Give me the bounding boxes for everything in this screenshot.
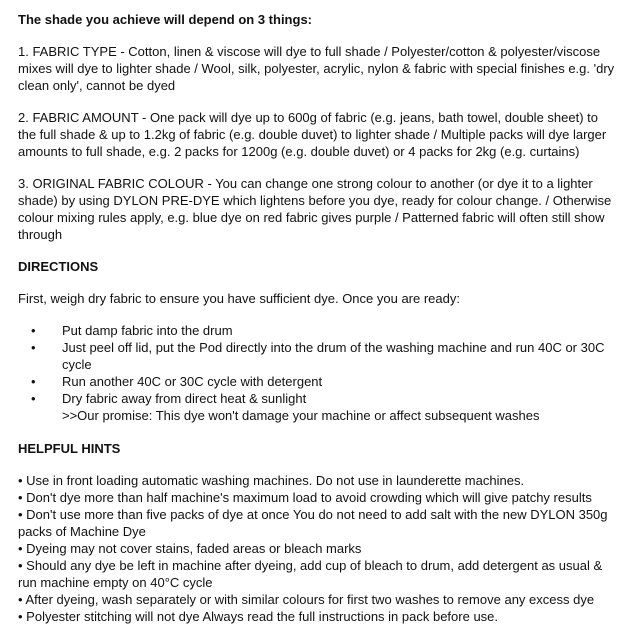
bullet-icon: • — [31, 340, 36, 355]
hints-list — [18, 472, 616, 625]
bullet-icon: • — [31, 374, 36, 389]
promise-text: >>Our promise: This dye won't damage your machine or affect subsequent washes — [62, 408, 540, 423]
shade-heading: The shade you achieve will depend on 3 things: — [18, 12, 312, 27]
directions-heading: DIRECTIONS — [18, 259, 99, 274]
list-item: • Just peel off lid, put the Pod directly into the drum of the washing machine and run 40C or 30C cycle — [31, 340, 605, 372]
list-item: • Polyester stitching will not dye Always read the full instructions in pack before use. — [18, 609, 499, 624]
factor-fabric-amount: 2. FABRIC AMOUNT - One pack will dye up to 600g of fabric (e.g. jeans, bath towel, double sheet) to the full shade & up to 1.2kg of fabric (e.g. double duvet) to lighter shade / Multiple packs will dye larger amounts to full shade, e.g. 2 packs for 1200g (e.g. double duvet) or 4 packs for 2kg (e.g. curtains) — [18, 110, 607, 159]
product-description — [18, 11, 616, 625]
list-item: • Don't use more than five packs of dye at once You do not need to add salt with the new DYLON 350g packs of Machine Dye — [18, 507, 608, 539]
list-item: • Don't dye more than half machine's maximum load to avoid crowding which will give patchy results — [18, 490, 592, 505]
directions-intro: First, weigh dry fabric to ensure you have sufficient dye. Once you are ready: — [18, 291, 460, 306]
list-item: • Dry fabric away from direct heat & sunlight — [31, 391, 307, 406]
list-item: • Use in front loading automatic washing machines. Do not use in launderette machines. — [18, 473, 525, 488]
list-item: • After dyeing, wash separately or with similar colours for first two washes to remove any excess dye — [18, 592, 595, 607]
bullet-icon: • — [31, 391, 36, 406]
bullet-icon: • — [31, 323, 36, 338]
hints-heading: HELPFUL HINTS — [18, 441, 121, 456]
list-item: • Dyeing may not cover stains, faded areas or bleach marks — [18, 541, 362, 556]
factor-original-colour: 3. ORIGINAL FABRIC COLOUR - You can change one strong colour to another (or dye it to a lighter shade) by using DYLON PRE-DYE which lightens before you dye, ready for colour change. / Otherwise colour mixing rules apply, e.g. blue dye on red fabric gives purple / Patterned fabric will often still show through — [18, 176, 612, 242]
directions-steps — [18, 322, 616, 407]
list-item: • Should any dye be left in machine after dyeing, add cup of bleach to drum, add detergent as usual & run machine empty on 40°C cycle — [18, 558, 603, 590]
list-item: • Run another 40C or 30C cycle with detergent — [31, 374, 323, 389]
list-item: • Put damp fabric into the drum — [31, 323, 233, 338]
factor-fabric-type: 1. FABRIC TYPE - Cotton, linen & viscose will dye to full shade / Polyester/cotton & polyester/viscose mixes will dye to lighter shade / Wool, silk, polyester, acrylic, nylon & fabric with special finishes e.g. 'dry clean only', cannot be dyed — [18, 44, 615, 93]
